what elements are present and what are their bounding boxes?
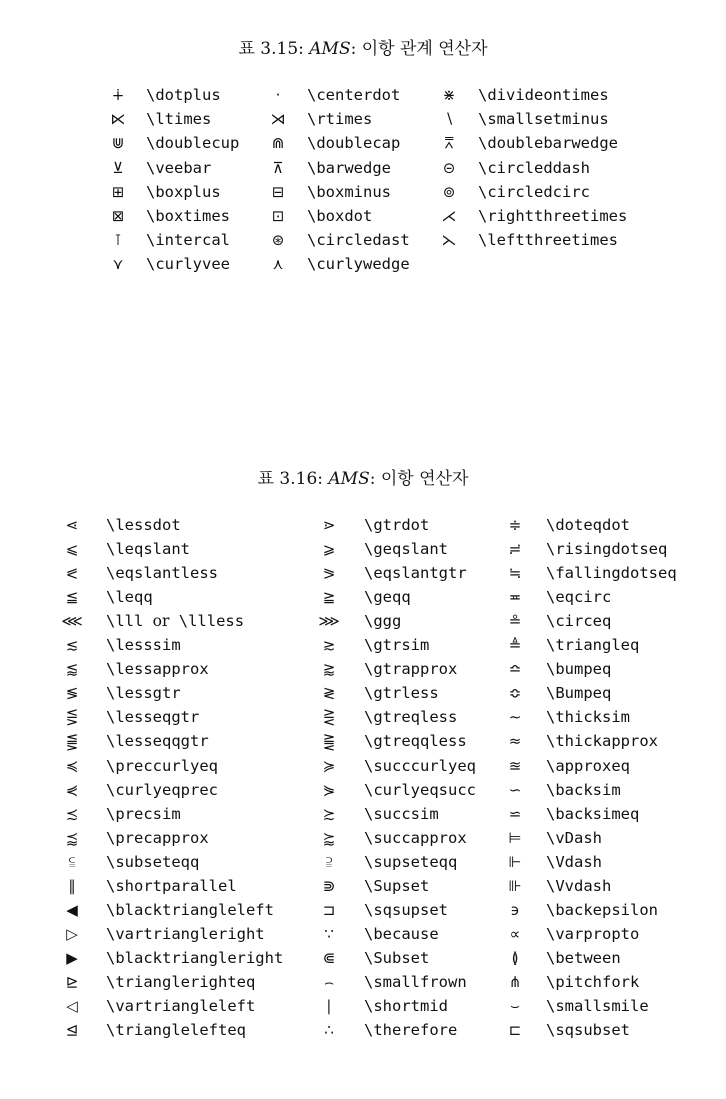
command-text: \leqslant <box>106 540 190 559</box>
symbol-glyph: ⊏ <box>508 1021 522 1040</box>
command-text: \supseteqq <box>364 852 458 871</box>
command-text: \doteqdot <box>546 516 630 534</box>
symbol-glyph: ⪷ <box>65 828 79 847</box>
symbol-glyph: ⫆ <box>325 852 333 871</box>
symbol-glyph: ◁ <box>66 997 78 1015</box>
command-text: \circleddash <box>478 158 590 177</box>
command-text: \Vvdash <box>546 876 612 895</box>
command-name <box>364 611 401 631</box>
command-name <box>546 948 621 968</box>
symbol-glyph: ≗ <box>508 612 522 631</box>
symbol-glyph: ∝ <box>509 924 521 943</box>
command-name <box>546 804 639 824</box>
command-text: \bumpeq <box>546 660 612 679</box>
command-name <box>546 828 602 848</box>
command-text: \pitchfork <box>546 972 640 991</box>
symbol-glyph: ∖ <box>444 110 454 129</box>
command-text: \doublebarwedge <box>478 134 618 153</box>
command-name <box>146 230 230 250</box>
command-text: \fallingdotseq <box>546 564 677 583</box>
symbol-glyph: ◀ <box>66 900 78 919</box>
symbol-glyph: ⊺ <box>114 231 122 250</box>
command-text: \circeq <box>546 612 612 631</box>
symbol-glyph: ⊻ <box>112 158 124 177</box>
command-text: \Subset <box>364 948 430 967</box>
symbol-glyph: ⊟ <box>271 182 285 201</box>
symbol-glyph: ⌢ <box>324 972 334 991</box>
symbol-glyph: ⪌ <box>322 732 336 751</box>
command-name <box>546 659 611 679</box>
command-text: \circledast <box>307 231 410 250</box>
symbol-glyph: ⊡ <box>271 207 285 225</box>
command-text: \curlyeqprec <box>106 780 218 799</box>
command-text: \lessgtr <box>106 684 181 703</box>
command-name <box>478 133 618 153</box>
command-name <box>546 996 649 1016</box>
symbol-glyph: ≊ <box>508 756 522 775</box>
symbol-glyph: ≦ <box>65 588 79 607</box>
command-name <box>364 804 439 824</box>
command-text: \dotplus <box>146 86 221 104</box>
symbol-glyph: ⊐ <box>322 900 336 919</box>
command-name <box>106 611 244 631</box>
command-name <box>364 1020 457 1040</box>
command-name <box>146 85 221 105</box>
command-name <box>364 876 429 896</box>
command-name <box>364 539 448 559</box>
command-name <box>106 659 209 679</box>
command-text: \gtrsim <box>364 636 430 655</box>
command-name <box>106 707 199 727</box>
symbol-glyph: ⋑ <box>322 876 336 895</box>
command-name <box>106 563 218 583</box>
command-text: \shortmid <box>364 997 448 1015</box>
symbol-glyph: ≲ <box>65 636 79 655</box>
command-name <box>546 731 658 751</box>
command-name <box>546 852 602 872</box>
command-text: \geqq <box>364 588 411 607</box>
command-name <box>546 756 630 776</box>
command-name <box>307 182 391 202</box>
symbol-glyph: ⋔ <box>508 972 522 991</box>
command-text: \rightthreetimes <box>478 207 628 225</box>
command-text: \circledcirc <box>478 182 590 201</box>
command-name <box>106 972 255 992</box>
symbol-glyph: ∼ <box>508 708 522 727</box>
symbol-glyph: ⪸ <box>322 828 336 847</box>
command-name <box>307 254 410 274</box>
command-name <box>146 254 230 274</box>
command-text: \precapprox <box>106 828 209 847</box>
command-text: \boxtimes <box>146 207 230 225</box>
command-name <box>546 539 667 559</box>
table-3-16-caption <box>0 464 726 489</box>
command-text: \vartriangleleft <box>106 997 256 1015</box>
command-text: \blacktriangleright <box>106 948 284 967</box>
command-text: \Vdash <box>546 852 602 871</box>
command-name <box>364 780 476 800</box>
symbol-glyph: ≿ <box>322 804 336 823</box>
command-name <box>364 707 457 727</box>
command-name <box>106 996 255 1016</box>
command-name <box>106 828 209 848</box>
command-name <box>307 133 400 153</box>
command-name <box>546 972 639 992</box>
symbol-glyph: ≒ <box>508 564 522 583</box>
command-text: \lesssim <box>106 636 181 655</box>
command-text: \gtreqless <box>364 708 458 727</box>
symbol-glyph: ⋖ <box>65 516 79 534</box>
command-text: \doublecap <box>307 134 401 153</box>
symbol-glyph: ⊩ <box>508 852 522 871</box>
command-text: \eqcirc <box>546 588 612 607</box>
command-text: \risingdotseq <box>546 540 668 559</box>
command-text: \boxminus <box>307 182 391 201</box>
command-name <box>146 109 211 129</box>
command-text: \thicksim <box>546 708 630 727</box>
command-text: \varpropto <box>546 924 640 943</box>
command-text: \smallfrown <box>364 972 467 991</box>
symbol-glyph: ⋐ <box>322 948 336 967</box>
command-name <box>364 852 457 872</box>
symbol-glyph: ⋉ <box>110 110 126 129</box>
symbol-glyph: ⊴ <box>65 1021 79 1040</box>
command-text: \sqsubset <box>546 1021 630 1040</box>
command-name <box>546 707 630 727</box>
command-text: \curlywedge <box>307 255 410 274</box>
command-name <box>364 996 448 1016</box>
command-text: \veebar <box>146 158 212 177</box>
command-text: \because <box>364 924 439 943</box>
command-name <box>546 587 611 607</box>
symbol-glyph: ⋋ <box>441 231 457 250</box>
symbol-glyph: ≳ <box>322 636 336 655</box>
symbol-glyph: ≑ <box>508 516 522 534</box>
command-text: \boxplus <box>146 182 221 201</box>
command-name <box>478 206 627 226</box>
command-name <box>364 828 467 848</box>
command-name <box>106 1020 246 1040</box>
command-name <box>106 900 274 920</box>
command-text: \doublecup <box>146 134 240 153</box>
command-name <box>364 756 476 776</box>
command-name <box>546 611 611 631</box>
symbol-glyph: ⋍ <box>508 804 522 823</box>
command-name <box>106 683 181 703</box>
command-text: \vDash <box>546 828 602 847</box>
symbol-glyph: ⌣ <box>510 997 520 1015</box>
command-name <box>307 109 372 129</box>
command-name <box>364 924 439 944</box>
symbol-glyph: ≷ <box>322 684 336 703</box>
symbol-glyph: ⊨ <box>508 828 522 847</box>
command-text: \divideontimes <box>478 86 609 104</box>
command-name <box>106 804 181 824</box>
command-name <box>478 109 609 129</box>
symbol-glyph: ≜ <box>508 636 522 655</box>
symbol-glyph: ⫅ <box>68 852 76 871</box>
command-text: \smallsmile <box>546 997 649 1015</box>
command-text: \therefore <box>364 1021 458 1040</box>
ams-logo: AMS <box>309 39 351 59</box>
command-name <box>546 924 639 944</box>
command-name <box>546 1020 630 1040</box>
command-text: \subseteqq <box>106 852 200 871</box>
command-name <box>364 635 429 655</box>
command-text: \ggg <box>364 612 402 631</box>
command-name <box>146 133 239 153</box>
command-text: \backepsilon <box>546 900 658 919</box>
command-name <box>106 948 283 968</box>
command-name <box>106 852 199 872</box>
command-name <box>307 85 400 105</box>
symbol-glyph: ≏ <box>508 660 522 679</box>
table-3-15-caption <box>0 34 726 59</box>
symbol-glyph: ⋙ <box>318 612 340 631</box>
command-text: \eqslantless <box>106 564 218 583</box>
symbol-glyph: ≼ <box>65 756 79 775</box>
symbol-glyph: ⊪ <box>508 876 522 895</box>
command-text: \gtrless <box>364 684 439 703</box>
or-text: or <box>152 612 170 631</box>
symbol-glyph: ≓ <box>508 540 522 559</box>
command-name <box>478 182 590 202</box>
command-name <box>106 515 181 535</box>
command-text: \lessdot <box>106 516 181 534</box>
command-name <box>106 780 218 800</box>
symbol-glyph: ⪆ <box>322 660 336 679</box>
command-name <box>106 924 265 944</box>
symbol-glyph: ⋓ <box>111 134 125 153</box>
symbol-glyph: ⩽ <box>65 540 79 559</box>
command-text: \backsimeq <box>546 804 640 823</box>
command-text: \shortparallel <box>106 876 237 895</box>
caption-prefix: 표 3.15: <box>238 39 304 59</box>
command-name <box>546 515 630 535</box>
command-name <box>478 158 590 178</box>
symbol-glyph: ▷ <box>66 924 78 943</box>
symbol-glyph: ⋒ <box>271 134 285 153</box>
symbol-glyph: ∴ <box>324 1021 334 1040</box>
command-text: \succsim <box>364 804 439 823</box>
command-name <box>364 587 411 607</box>
command-text: \precsim <box>106 804 181 823</box>
ams-logo: AMS <box>328 469 370 489</box>
command-name <box>364 563 467 583</box>
symbol-glyph: ≬ <box>511 948 519 967</box>
symbol-glyph: ⪕ <box>65 564 79 583</box>
symbol-glyph: ⋏ <box>272 255 284 274</box>
symbol-glyph: ⊠ <box>111 207 125 225</box>
symbol-glyph: ⩞ <box>444 134 454 153</box>
command-name <box>364 515 429 535</box>
command-text: \smallsetminus <box>478 110 609 129</box>
symbol-glyph: ⋌ <box>441 207 457 225</box>
symbol-glyph: ⊚ <box>442 182 456 201</box>
command-text: \trianglerighteq <box>106 972 256 991</box>
command-name <box>546 635 639 655</box>
command-name <box>478 230 618 250</box>
command-text: \boxdot <box>307 207 373 225</box>
symbol-glyph: ⊛ <box>271 231 285 250</box>
command-text: \backsim <box>546 780 621 799</box>
caption-suffix: : 이항 연산자 <box>369 469 469 489</box>
symbol-glyph: ≎ <box>508 684 522 703</box>
command-name <box>364 900 448 920</box>
command-name <box>146 182 221 202</box>
command-name <box>307 230 410 250</box>
command-name <box>546 563 677 583</box>
symbol-glyph: ⋎ <box>112 255 124 274</box>
command-name <box>364 731 467 751</box>
symbol-glyph: ≈ <box>508 732 522 751</box>
command-name <box>106 876 237 896</box>
symbol-glyph: ≧ <box>322 588 336 607</box>
command-text: \lesseqqgtr <box>106 732 209 751</box>
symbol-glyph: ⩾ <box>322 540 336 559</box>
symbol-glyph: ∵ <box>324 924 334 943</box>
command-name <box>546 780 621 800</box>
symbol-glyph: ∽ <box>508 780 522 799</box>
symbol-glyph: ≶ <box>65 684 79 703</box>
symbol-glyph: ⊝ <box>442 158 456 177</box>
command-text: \gtreqqless <box>364 732 467 751</box>
command-text: \vartriangleright <box>106 924 265 943</box>
symbol-glyph: ⋊ <box>270 110 286 129</box>
caption-prefix: 표 3.16: <box>257 469 323 489</box>
command-text: \leqq <box>106 588 153 607</box>
symbol-glyph: ≖ <box>508 588 522 607</box>
command-text: \gtrapprox <box>364 660 458 679</box>
symbol-glyph: ▶ <box>66 948 78 967</box>
command-name <box>478 85 609 105</box>
command-text: \geqslant <box>364 540 448 559</box>
command-name <box>546 683 611 703</box>
symbol-glyph: ∥ <box>68 876 76 895</box>
command-name <box>106 635 181 655</box>
command-name <box>307 206 372 226</box>
symbol-glyph: ⋚ <box>65 708 79 727</box>
command-text: \sqsupset <box>364 900 448 919</box>
symbol-glyph: ⋗ <box>322 516 336 534</box>
symbol-glyph: ⋇ <box>442 86 456 104</box>
command-text: \succapprox <box>364 828 467 847</box>
command-text-alt: \llless <box>178 612 245 631</box>
symbol-glyph: ≽ <box>322 756 336 775</box>
symbol-glyph: · <box>275 86 281 104</box>
command-name <box>546 900 658 920</box>
symbol-glyph: ∣ <box>325 997 333 1015</box>
command-text: \leftthreetimes <box>478 231 618 250</box>
symbol-glyph: ⋞ <box>65 780 79 799</box>
symbol-glyph: ⋛ <box>322 708 336 727</box>
command-name <box>364 659 457 679</box>
command-text: \gtrdot <box>364 516 430 534</box>
command-text: \lll <box>106 612 144 631</box>
command-text: \Supset <box>364 876 430 895</box>
command-name <box>106 731 209 751</box>
command-text: \blacktriangleleft <box>106 900 274 919</box>
symbol-glyph: ∔ <box>111 86 125 104</box>
symbol-glyph: ⋟ <box>322 780 336 799</box>
command-text: \between <box>546 948 621 967</box>
symbol-glyph: ⋘ <box>61 612 83 631</box>
caption-suffix: : 이항 관계 연산자 <box>350 39 488 59</box>
symbol-glyph: ϶ <box>510 900 520 919</box>
symbol-glyph: ⪋ <box>65 732 79 751</box>
command-text: \rtimes <box>307 110 373 129</box>
command-name <box>106 539 190 559</box>
command-text: \barwedge <box>307 158 391 177</box>
command-name <box>546 876 611 896</box>
command-text: \intercal <box>146 231 230 250</box>
command-name <box>364 972 467 992</box>
symbol-glyph: ≾ <box>65 804 79 823</box>
command-text: \ltimes <box>146 110 212 129</box>
command-name <box>307 158 391 178</box>
command-name <box>106 587 153 607</box>
command-text: \curlyeqsucc <box>364 780 476 799</box>
command-text: \triangleq <box>546 636 640 655</box>
symbol-glyph: ⪖ <box>322 564 336 583</box>
command-text: \lessapprox <box>106 660 209 679</box>
command-text: \Bumpeq <box>546 684 612 703</box>
command-text: \succcurlyeq <box>364 756 476 775</box>
symbol-glyph: ⊵ <box>65 972 79 991</box>
command-text: \trianglelefteq <box>106 1021 246 1040</box>
command-text: \curlyvee <box>146 255 230 274</box>
symbol-glyph: ⊞ <box>111 182 125 201</box>
command-text: \approxeq <box>546 756 630 775</box>
symbol-glyph: ⪅ <box>65 660 79 679</box>
command-name <box>364 948 429 968</box>
command-name <box>364 683 439 703</box>
command-name <box>146 206 230 226</box>
command-name <box>106 756 218 776</box>
command-name <box>146 158 211 178</box>
command-text: \lesseqgtr <box>106 708 200 727</box>
symbol-glyph: ⊼ <box>272 158 284 177</box>
command-text: \eqslantgtr <box>364 564 467 583</box>
command-text: \preccurlyeq <box>106 756 218 775</box>
command-text: \thickapprox <box>546 732 658 751</box>
command-text: \centerdot <box>307 86 401 104</box>
